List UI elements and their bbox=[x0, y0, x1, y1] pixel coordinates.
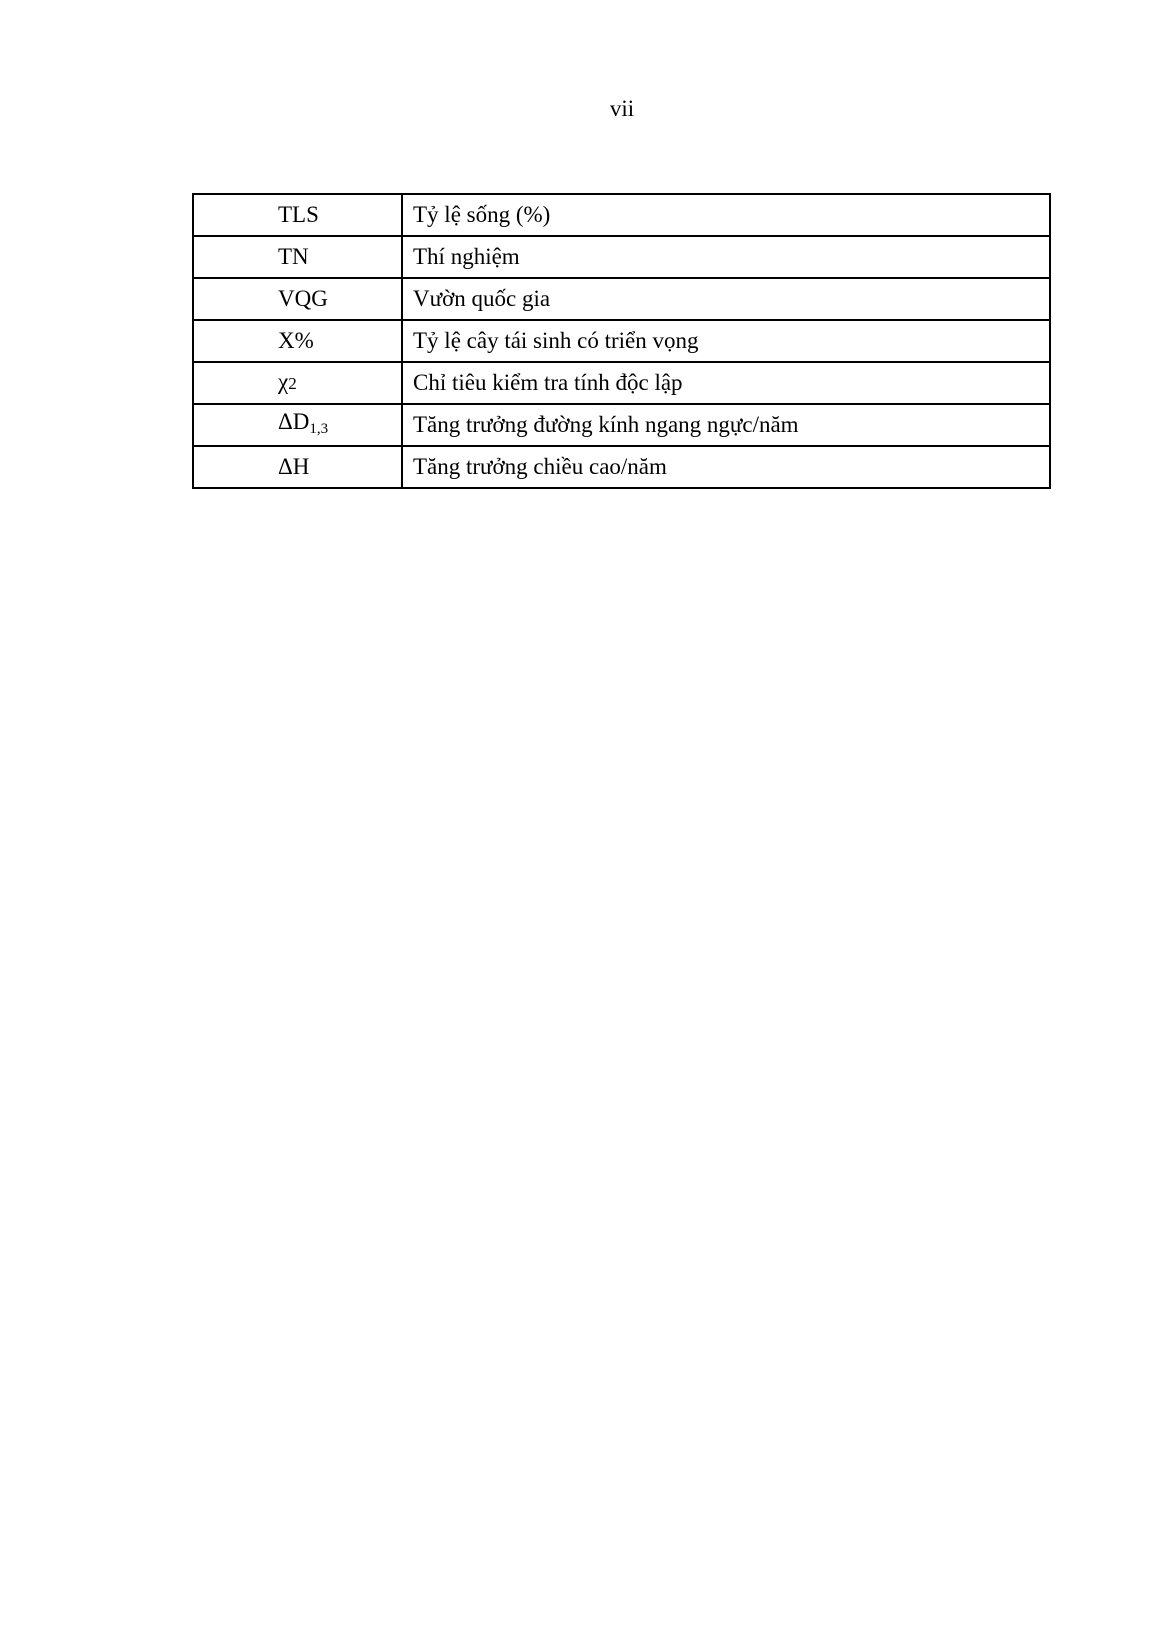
description-cell bbox=[402, 404, 1050, 446]
abbreviation-suffix: 2 bbox=[288, 374, 297, 393]
table-row bbox=[193, 320, 1050, 362]
description-cell bbox=[402, 320, 1050, 362]
abbreviation-table bbox=[192, 193, 1051, 489]
description-text: Tăng trưởng đường kính ngang ngực/năm bbox=[413, 412, 799, 437]
abbreviation-text: X% bbox=[278, 328, 314, 353]
abbreviation-cell bbox=[193, 236, 402, 278]
abbreviation-cell bbox=[193, 404, 402, 446]
table-row bbox=[193, 362, 1050, 404]
table-row bbox=[193, 194, 1050, 236]
description-text: Tỷ lệ sống (%) bbox=[413, 202, 551, 227]
description-text: Vườn quốc gia bbox=[413, 286, 551, 311]
description-cell bbox=[402, 194, 1050, 236]
table-row bbox=[193, 236, 1050, 278]
abbreviation-cell bbox=[193, 278, 402, 320]
abbreviation-text: TN bbox=[278, 244, 309, 269]
table-row bbox=[193, 404, 1050, 446]
abbreviation-subscript: 1,3 bbox=[309, 420, 329, 437]
abbreviation-text: TLS bbox=[278, 202, 319, 227]
description-text: Tỷ lệ cây tái sinh có triển vọng bbox=[413, 328, 699, 353]
abbreviation-cell bbox=[193, 194, 402, 236]
abbreviation-cell bbox=[193, 320, 402, 362]
table-row bbox=[193, 278, 1050, 320]
page-number: vii bbox=[609, 96, 635, 121]
abbreviation-cell bbox=[193, 446, 402, 488]
description-cell bbox=[402, 236, 1050, 278]
description-cell bbox=[402, 362, 1050, 404]
description-text: Chỉ tiêu kiểm tra tính độc lập bbox=[413, 370, 683, 395]
abbreviation-cell bbox=[193, 362, 402, 404]
abbreviation-text: ΔD bbox=[278, 408, 310, 434]
description-text: Tăng trưởng chiều cao/năm bbox=[413, 454, 667, 479]
abbreviation-text: χ bbox=[278, 369, 289, 394]
table-row bbox=[193, 446, 1050, 488]
description-cell bbox=[402, 446, 1050, 488]
abbreviation-text: ΔH bbox=[278, 454, 310, 479]
description-cell bbox=[402, 278, 1050, 320]
description-text: Thí nghiệm bbox=[413, 244, 520, 269]
abbreviation-text: VQG bbox=[278, 286, 328, 311]
